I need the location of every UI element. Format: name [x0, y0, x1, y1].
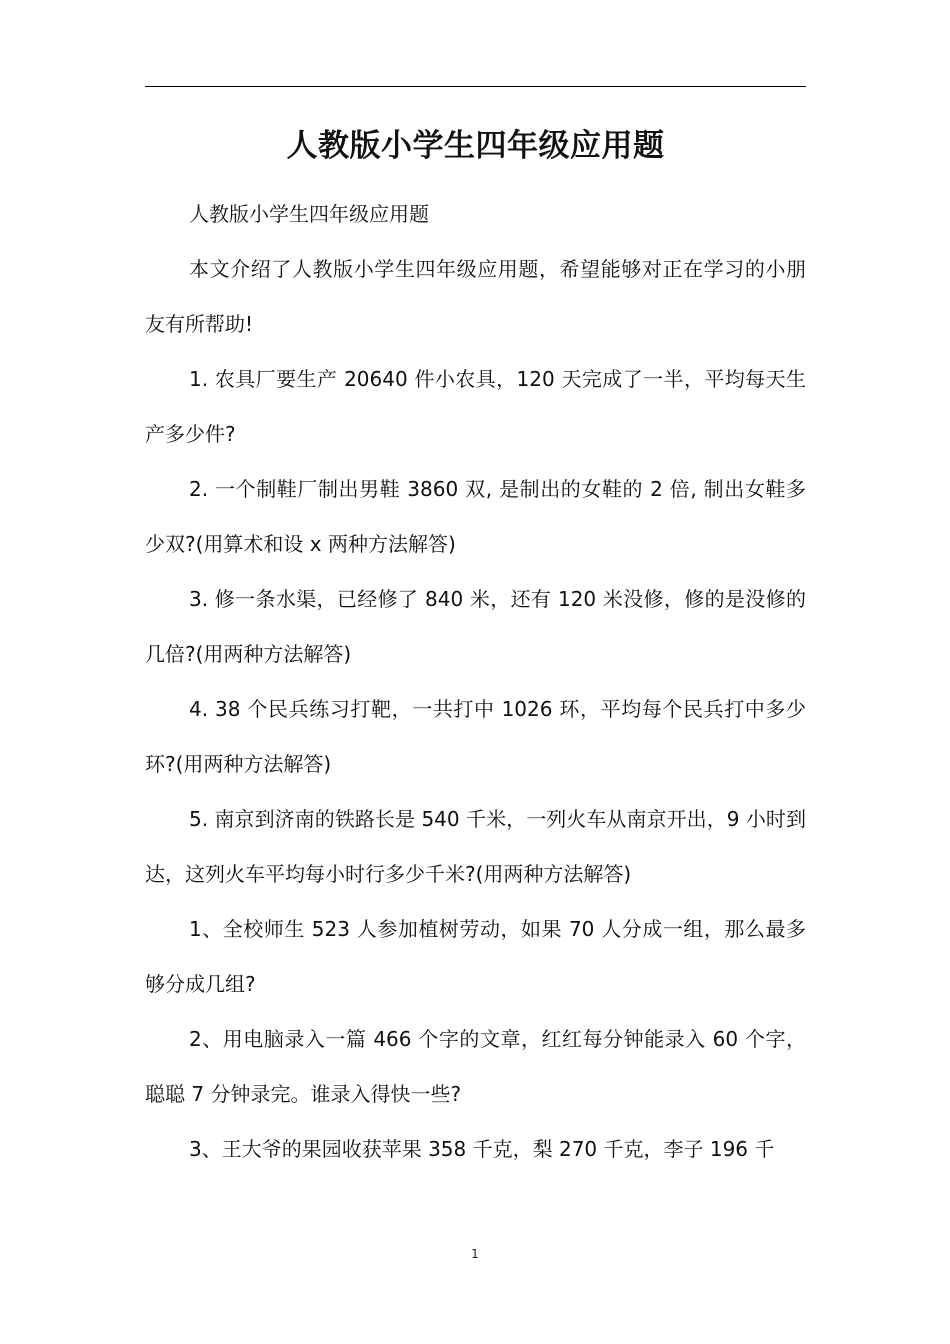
header-rule — [145, 86, 806, 87]
page-number: 1 — [471, 1247, 479, 1261]
problem-paragraph: 3、王大爷的果园收获苹果 358 千克，梨 270 千克，李子 196 千 — [189, 1137, 775, 1161]
subtitle-paragraph: 人教版小学生四年级应用题 — [189, 202, 429, 226]
problem-paragraph: 1、全校师生 523 人参加植树劳动，如果 70 人分成一组，那么最多够分成几组? — [145, 917, 806, 996]
problem-paragraph: 3. 修一条水渠，已经修了 840 米，还有 120 米没修，修的是没修的几倍?(用两种方法解答) — [145, 587, 806, 666]
problem-paragraph: 1. 农具厂要生产 20640 件小农具，120 天完成了一半，平均每天生产多少件? — [145, 367, 806, 446]
problem-paragraph: 2、用电脑录入一篇 466 个字的文章，红红每分钟能录入 60 个字，聪聪 7 分钟录完。谁录入得快一些? — [145, 1027, 806, 1106]
problem-paragraph: 5. 南京到济南的铁路长是 540 千米，一列火车从南京开出，9 小时到达，这列火车平均每小时行多少千米?(用两种方法解答) — [145, 807, 806, 886]
document-body — [145, 187, 806, 1177]
intro-paragraph: 本文介绍了人教版小学生四年级应用题，希望能够对正在学习的小朋友有所帮助! — [145, 257, 806, 336]
page-title: 人教版小学生四年级应用题 — [286, 128, 665, 164]
problem-paragraph: 2. 一个制鞋厂制出男鞋 3860 双, 是制出的女鞋的 2 倍, 制出女鞋多少双?(用算术和设 x 两种方法解答) — [145, 477, 806, 556]
problem-paragraph: 4. 38 个民兵练习打靶，一共打中 1026 环，平均每个民兵打中多少环?(用两种方法解答) — [145, 697, 806, 776]
